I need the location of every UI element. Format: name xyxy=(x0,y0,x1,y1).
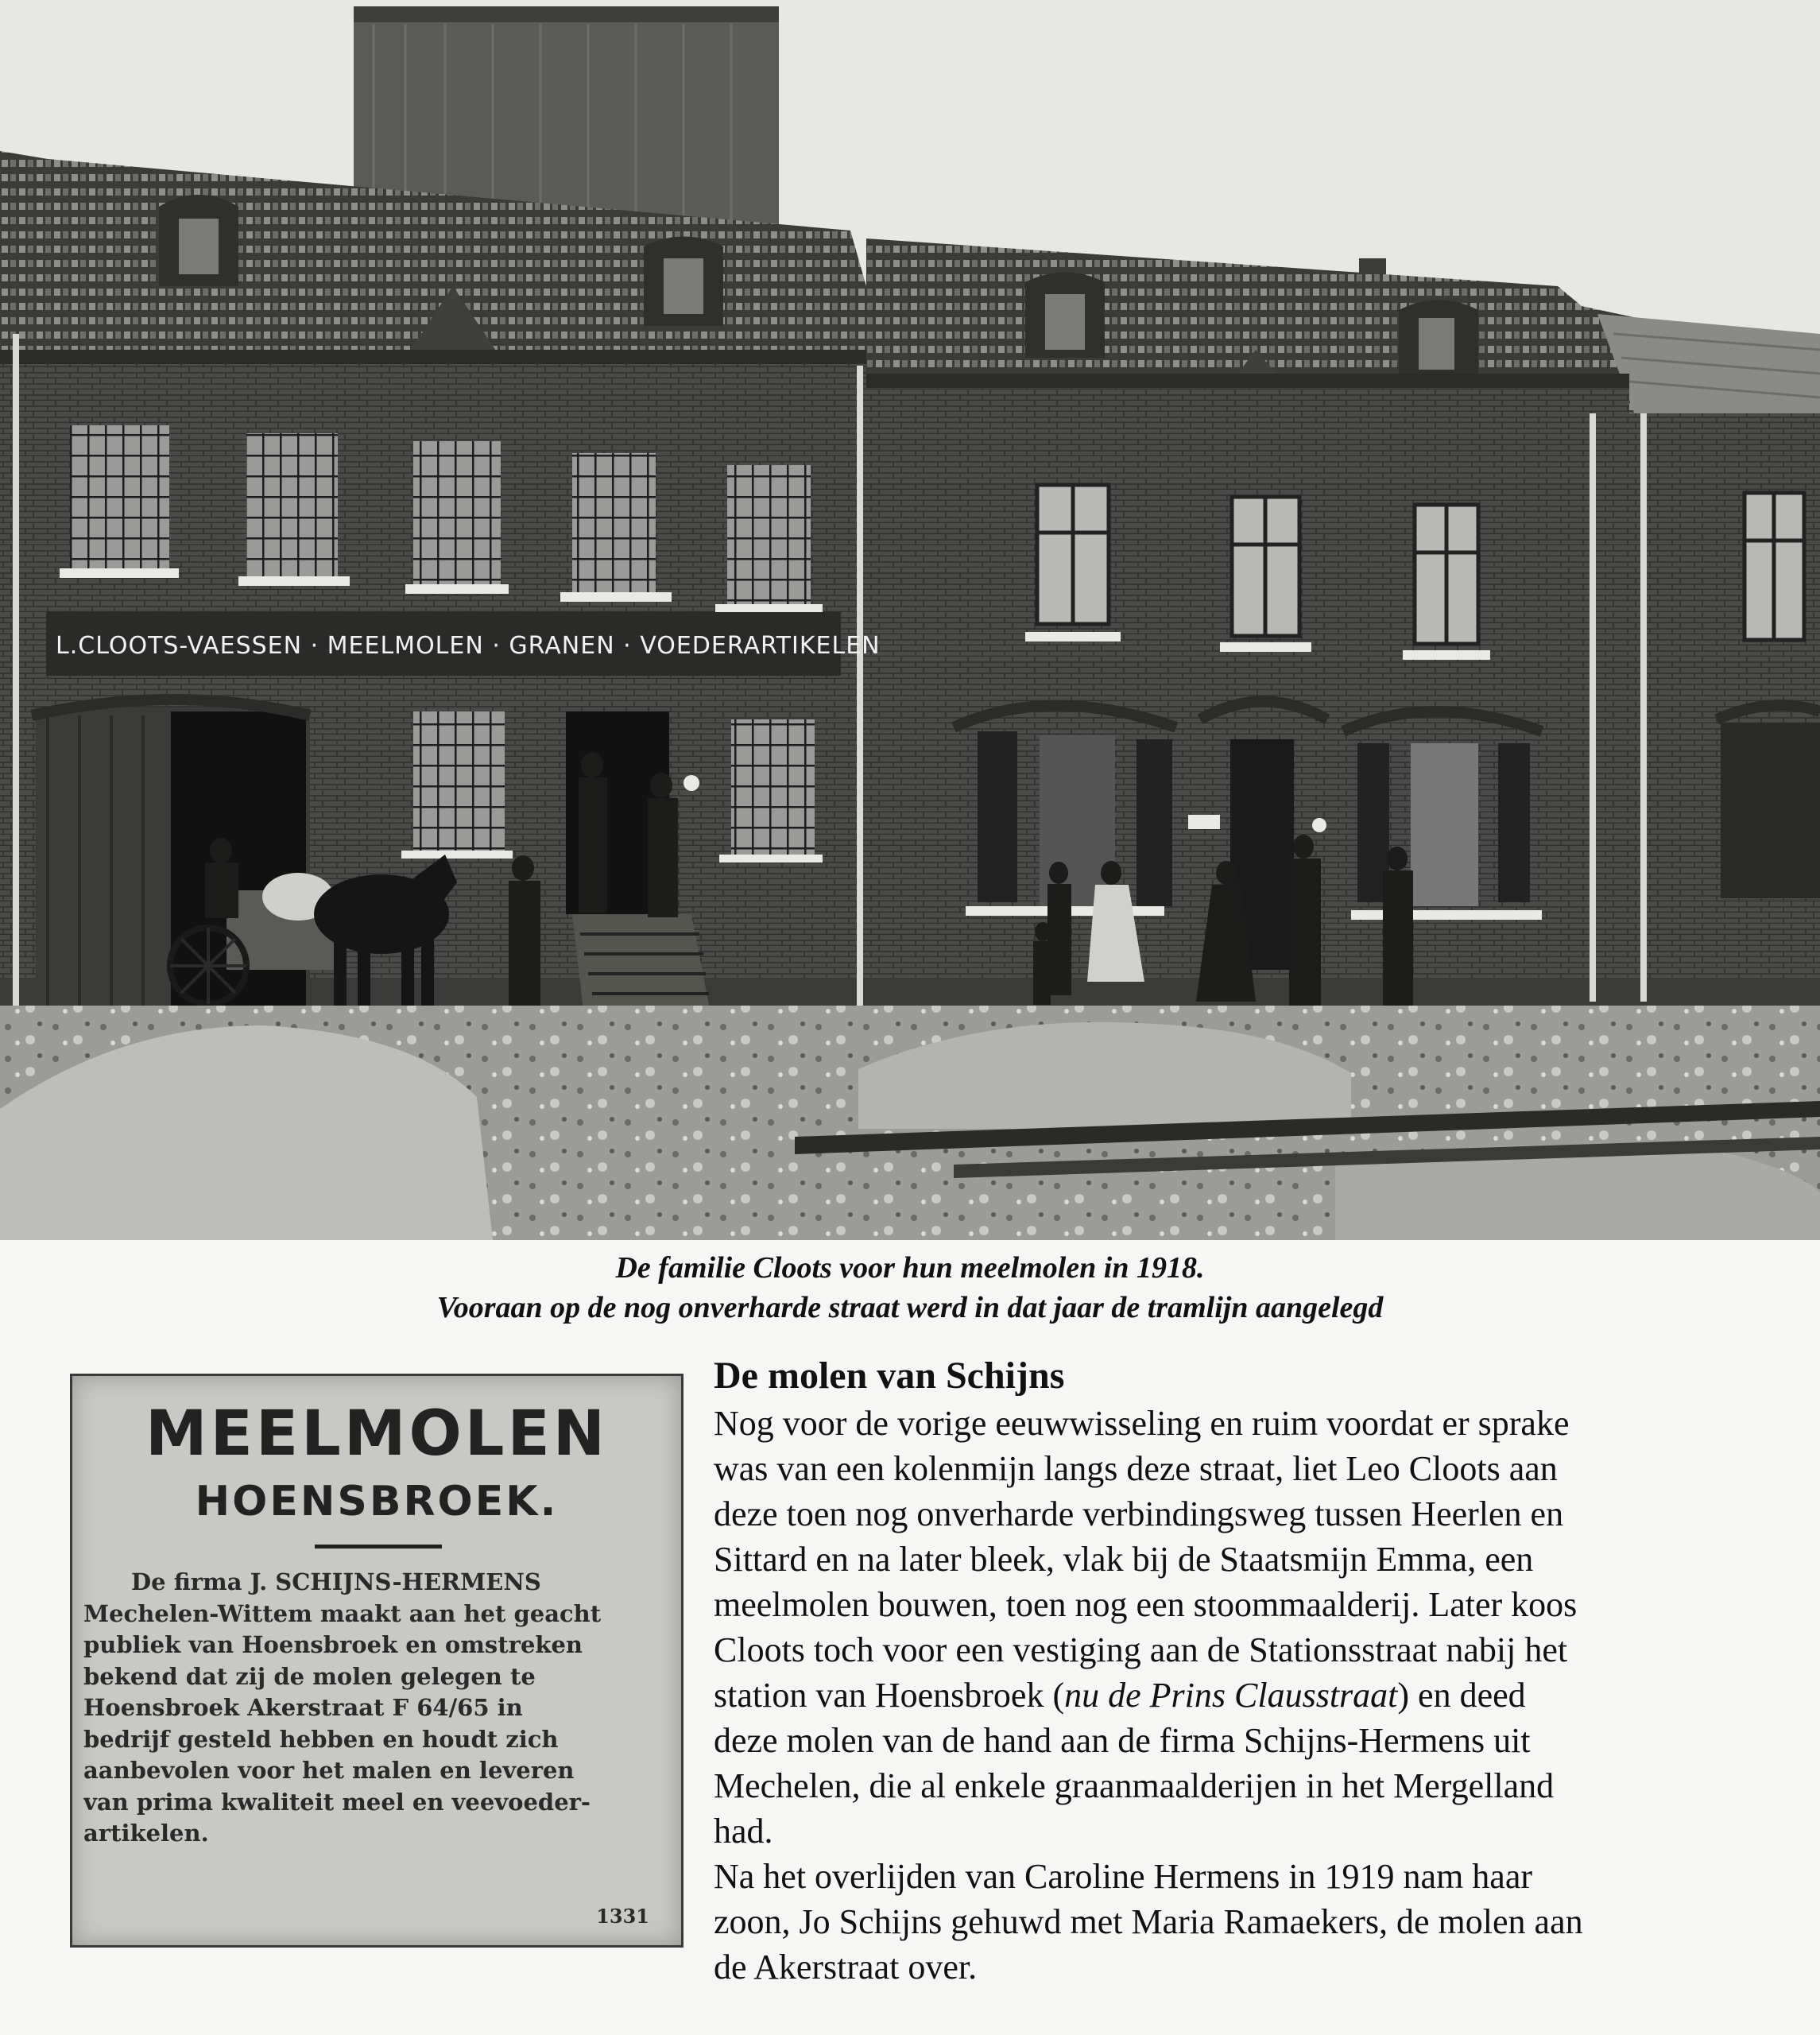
article-line: Sittard en na later bleek, vlak bij de Staatsmijn Emma, een xyxy=(714,1540,1534,1579)
article-line xyxy=(714,1673,1779,1718)
clipping-line: De firma J. SCHIJNS-HERMENS xyxy=(131,1568,541,1595)
article-line: Mechelen, die al enkele graanmaalderijen in het Mergelland xyxy=(714,1766,1555,1805)
clipping-line: publiek van Hoensbroek en omstreken xyxy=(83,1631,583,1658)
article xyxy=(714,1351,1779,1990)
article-text: station van Hoensbroek ( xyxy=(714,1676,1065,1715)
article-text: ) en deed xyxy=(1397,1676,1526,1715)
clipping-line: aanbevolen voor het malen en leveren xyxy=(83,1757,575,1784)
article-title: De molen van Schijns xyxy=(714,1355,1065,1397)
article-italic-street: nu de Prins Clausstraat xyxy=(1064,1676,1398,1715)
article-line: meelmolen bouwen, toen nog een stoommaalderij. Later koos xyxy=(714,1585,1578,1624)
clipping-headline: MEELMOLEN xyxy=(145,1398,609,1470)
article-line: deze molen van de hand aan de firma Schijns-Hermens uit xyxy=(714,1721,1531,1760)
clipping-ad-number: 1331 xyxy=(596,1905,649,1928)
newspaper-clipping xyxy=(70,1374,683,1948)
article-line: had. xyxy=(714,1812,773,1851)
article-line: zoon, Jo Schijns gehuwd met Maria Ramaekers, de molen aan xyxy=(714,1902,1583,1941)
clipping-divider xyxy=(315,1545,442,1549)
clipping-line: Hoensbroek Akerstraat F 64/65 in xyxy=(83,1694,523,1721)
facade-sign-text: L.CLOOTS-VAESSEN · MEELMOLEN · GRANEN · VOEDERARTIKELEN xyxy=(56,632,881,660)
caption-line-2: Vooraan op de nog onverharde straat werd in dat jaar de tramlijn aangelegd xyxy=(436,1291,1384,1324)
article-line: Cloots toch voor een vestiging aan de Stationsstraat nabij het xyxy=(714,1630,1568,1669)
clipping-line: bedrijf gesteld hebben en houdt zich xyxy=(83,1725,559,1753)
clipping-line: artikelen. xyxy=(83,1820,209,1847)
article-line: was van een kolenmijn langs deze straat, liet Leo Cloots aan xyxy=(714,1449,1558,1488)
article-line: de Akerstraat over. xyxy=(714,1948,978,1987)
article-line: Nog voor de vorige eeuwwisseling en ruim voordat er sprake xyxy=(714,1404,1570,1443)
clipping-line: van prima kwaliteit meel en veevoeder- xyxy=(83,1788,591,1816)
caption-line-1: De familie Cloots voor hun meelmolen in 1918. xyxy=(615,1251,1205,1285)
article-line: deze toen nog onverharde verbindingsweg tussen Heerlen en xyxy=(714,1494,1564,1533)
photo-caption xyxy=(0,1248,1820,1328)
clipping-body xyxy=(83,1567,664,1850)
clipping-line: bekend dat zij de molen gelegen te xyxy=(83,1662,536,1690)
clipping-subheadline: HOENSBROEK. xyxy=(195,1478,559,1525)
article-line: Na het overlijden van Caroline Hermens in 1919 nam haar xyxy=(714,1857,1533,1896)
clipping-line: Mechelen-Wittem maakt aan het geacht xyxy=(83,1599,602,1627)
article-body xyxy=(714,1401,1779,1990)
